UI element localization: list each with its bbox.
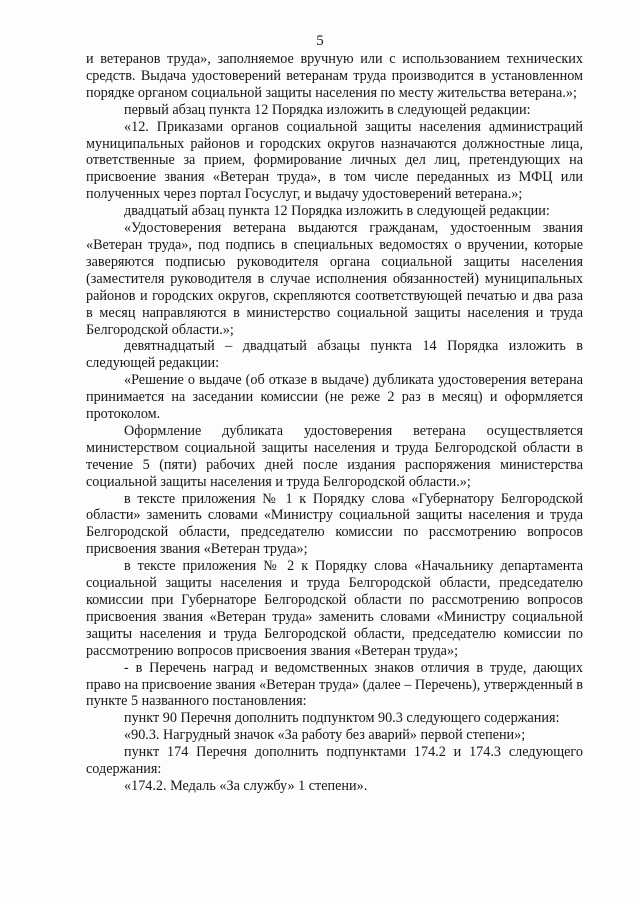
paragraph: двадцатый абзац пункта 12 Порядка изложить в следующей редакции:	[124, 203, 550, 220]
paragraph: и ветеранов труда», заполняемое вручную или с использованием технических средств. Выдача удостоверений ветеранам труда производится в установленном порядке органом социальной защиты населения по месту жительства ветерана.»;	[86, 51, 583, 101]
paragraph: в тексте приложения № 2 к Порядку слова «Начальнику департамента социальной защиты населения и труда Белгородской области, председателю комиссии при Губернаторе Белгородской области по рассмотрению вопросов присвоения звания «Ветеран труда» заменить словами «Министру социальной защиты населения и труда Белгородской области, председателю комиссии по рассмотрению вопросов присвоения звания «Ветеран труда»;	[86, 558, 583, 659]
paragraph: первый абзац пункта 12 Порядка изложить в следующей редакции:	[124, 101, 531, 118]
paragraph: «90.3. Нагрудный значок «За работу без аварий» первой степени»;	[124, 727, 526, 744]
paragraph: «12. Приказами органов социальной защиты населения администраций муниципальных районов и городских округов назначаются должностные лица, ответственные за прием, формирование личных дел лиц, претендующих на присвоение звания «Ветеран труда», в том числе переданных из МФЦ или полученных через портал Госуслуг, и выдачу удостоверений ветерана.»;	[86, 118, 583, 203]
paragraph: пункт 90 Перечня дополнить подпунктом 90.3 следующего содержания:	[124, 710, 560, 727]
paragraph: в тексте приложения № 1 к Порядку слова «Губернатору Белгородской области» заменить словами «Министру социальной защиты населения и труда Белгородской области, председателю комиссии по рассмотрению вопросов присвоения звания «Ветеран труда»;	[86, 490, 583, 558]
paragraph: пункт 174 Перечня дополнить подпунктами 174.2 и 174.3 следующего содержания:	[86, 744, 583, 778]
document-body	[86, 51, 583, 795]
paragraph: девятнадцатый – двадцатый абзацы пункта 14 Порядка изложить в следующей редакции:	[86, 338, 583, 372]
paragraph: - в Перечень наград и ведомственных знаков отличия в труде, дающих право на присвоение звания «Ветеран труда» (далее – Перечень), утвержденный в пункте 5 названного постановления:	[86, 659, 583, 710]
paragraph: «Удостоверения ветерана выдаются гражданам, удостоенным звания «Ветеран труда», под подпись в специальных ведомостях о вручении, которые заверяются подписью руководителя органа социальной защиты населения (заместителя руководителя в случае исполнения обязанностей) муниципальных районов и городских округов, скрепляются соответствующей печатью и два раза в месяц направляются в министерство социальной защиты населения и труда Белгородской области.»;	[86, 220, 583, 338]
paragraph: Оформление дубликата удостоверения ветерана осуществляется министерством социальной защиты населения и труда Белгородской области в течение 5 (пяти) рабочих дней после издания распоряжения министерства социальной защиты населения и труда Белгородской области.»;	[86, 422, 583, 490]
paragraph: «Решение о выдаче (об отказе в выдаче) дубликата удостоверения ветерана принимается на заседании комиссии (не реже 2 раз в месяц) и оформляется протоколом.	[86, 372, 583, 423]
paragraph: «174.2. Медаль «За службу» 1 степени».	[124, 777, 368, 794]
page-number: 5	[316, 33, 324, 49]
